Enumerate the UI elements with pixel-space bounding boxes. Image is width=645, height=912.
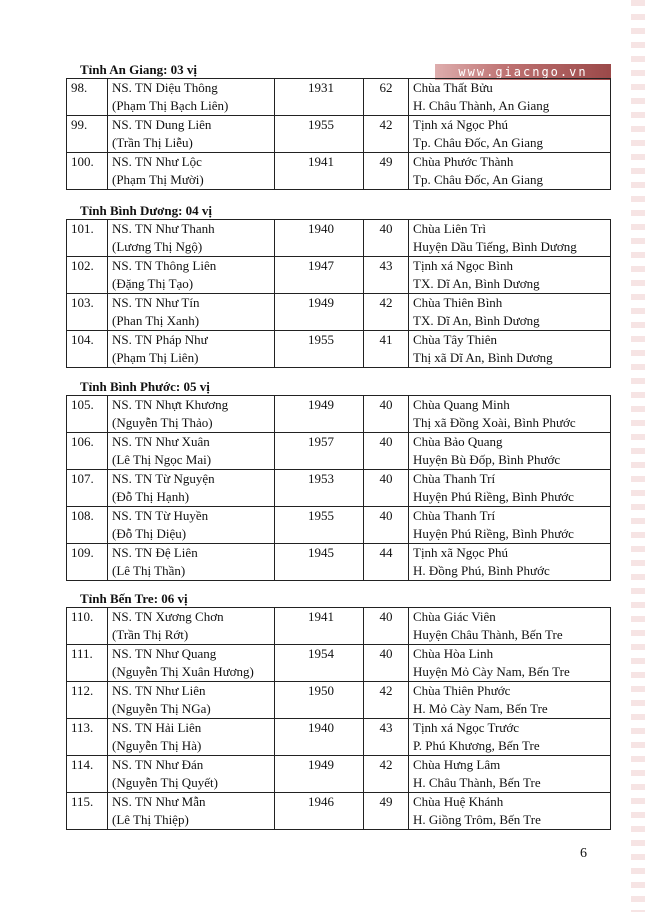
temple-name: Chùa Hưng Lâm [413,757,501,772]
age-value: 49 [379,794,393,809]
row-number: 99. [71,117,88,132]
table-cell [409,433,611,470]
birth-year: 1949 [308,757,334,772]
temple-address: P. Phú Khương, Bến Tre [413,738,540,753]
table-cell [364,544,409,581]
nun-name: NS. TN Như Quang [112,646,217,661]
row-number: 104. [71,332,94,347]
nun-name: NS. TN Thông Liên [112,258,217,273]
age-value: 49 [379,154,393,169]
lay-name: (Phạm Thị Mười) [112,172,204,187]
table-cell [409,544,611,581]
birth-year: 1940 [308,720,334,735]
records-table [66,607,611,830]
row-number: 98. [71,80,88,95]
page-edge-decoration [631,0,645,912]
birth-year: 1946 [308,794,334,809]
temple-name: Chùa Quang Minh [413,397,510,412]
watermark: www.giacngo.vn [435,64,611,80]
table-row [67,470,611,507]
table-cell [67,396,108,433]
table-cell [409,719,611,756]
table-cell [409,507,611,544]
table-cell [108,544,275,581]
province-section [66,591,611,830]
nun-name: NS. TN Hải Liên [112,720,202,735]
age-value: 41 [379,332,393,347]
table-cell [275,608,364,645]
table-row [67,544,611,581]
birth-year: 1947 [308,258,334,273]
age-value: 40 [379,609,393,624]
temple-address: H. Đồng Phú, Bình Phước [413,563,550,578]
age-value: 42 [379,295,393,310]
table-cell [364,257,409,294]
birth-year: 1941 [308,609,334,624]
row-number: 112. [71,683,94,698]
row-number: 113. [71,720,94,735]
temple-name: Tịnh xá Ngọc Phú [413,117,508,132]
table-cell [364,507,409,544]
table-cell [364,331,409,368]
table-cell [409,756,611,793]
table-cell [108,220,275,257]
table-cell [409,294,611,331]
table-cell [108,331,275,368]
temple-name: Chùa Thất Bửu [413,80,493,95]
lay-name: (Nguyễn Thị Quyết) [112,775,218,790]
age-value: 43 [379,720,393,735]
age-value: 40 [379,434,393,449]
row-number: 108. [71,508,94,523]
table-cell [108,153,275,190]
table-cell [364,116,409,153]
nun-name: NS. TN Từ Huyền [112,508,209,523]
nun-name: NS. TN Như Lộc [112,154,202,169]
table-cell [275,682,364,719]
nun-name: NS. TN Xương Chơn [112,609,224,624]
table-cell [409,682,611,719]
lay-name: (Nguyễn Thị Xuân Hương) [112,664,254,679]
nun-name: NS. TN Dung Liên [112,117,212,132]
lay-name: (Lương Thị Ngộ) [112,239,203,254]
table-cell [409,396,611,433]
temple-address: Tp. Châu Đốc, An Giang [413,172,543,187]
table-row [67,79,611,116]
nun-name: NS. TN Như Xuân [112,434,210,449]
table-cell [275,396,364,433]
age-value: 42 [379,117,393,132]
table-row [67,756,611,793]
nun-name: NS. TN Như Tín [112,295,200,310]
table-cell [275,793,364,830]
temple-name: Chùa Thiên Bình [413,295,503,310]
birth-year: 1950 [308,683,334,698]
table-cell [275,79,364,116]
table-cell [409,645,611,682]
table-cell [364,719,409,756]
temple-address: H. Châu Thành, Bến Tre [413,775,541,790]
lay-name: (Nguyễn Thị Thảo) [112,415,213,430]
table-cell [67,756,108,793]
birth-year: 1955 [308,117,334,132]
row-number: 107. [71,471,94,486]
table-cell [275,544,364,581]
table-cell [67,220,108,257]
temple-address: Huyện Phú Riềng, Bình Phước [413,489,574,504]
table-cell [364,294,409,331]
temple-address: Huyện Châu Thành, Bến Tre [413,627,563,642]
table-cell [409,79,611,116]
temple-address: Tp. Châu Đốc, An Giang [413,135,543,150]
table-cell [409,116,611,153]
table-row [67,793,611,830]
table-cell [364,608,409,645]
temple-name: Chùa Hòa Linh [413,646,494,661]
table-row [67,257,611,294]
lay-name: (Lê Thị Thần) [112,563,186,578]
table-row [67,433,611,470]
table-cell [275,153,364,190]
temple-name: Chùa Giác Viên [413,609,496,624]
nun-name: NS. TN Như Đán [112,757,204,772]
temple-address: Huyện Dầu Tiếng, Bình Dương [413,239,577,254]
birth-year: 1949 [308,397,334,412]
province-section [66,203,611,368]
table-cell [409,153,611,190]
table-row [67,719,611,756]
nun-name: NS. TN Diệu Thông [112,80,218,95]
table-cell [275,645,364,682]
table-row [67,645,611,682]
table-cell [108,470,275,507]
lay-name: (Đỗ Thị Hạnh) [112,489,190,504]
nun-name: NS. TN Nhựt Khương [112,397,229,412]
table-cell [108,645,275,682]
temple-name: Chùa Liên Trì [413,221,486,236]
row-number: 100. [71,154,94,169]
age-value: 43 [379,258,393,273]
records-table [66,78,611,190]
row-number: 106. [71,434,94,449]
table-cell [67,294,108,331]
table-cell [275,116,364,153]
table-cell [108,682,275,719]
birth-year: 1941 [308,154,334,169]
table-cell [364,470,409,507]
age-value: 62 [379,80,393,95]
row-number: 101. [71,221,94,236]
table-cell [67,433,108,470]
table-cell [67,470,108,507]
row-number: 105. [71,397,94,412]
table-cell [275,507,364,544]
temple-name: Chùa Thiên Phước [413,683,511,698]
lay-name: (Phan Thị Xanh) [112,313,200,328]
table-row [67,608,611,645]
birth-year: 1931 [308,80,334,95]
table-row [67,294,611,331]
lay-name: (Phạm Thị Bạch Liên) [112,98,229,113]
birth-year: 1955 [308,332,334,347]
table-row [67,396,611,433]
table-cell [275,470,364,507]
age-value: 42 [379,683,393,698]
section-title: Tỉnh Bình Dương: 04 vị [80,203,213,218]
birth-year: 1949 [308,295,334,310]
temple-name: Chùa Phước Thành [413,154,514,169]
table-cell [275,294,364,331]
birth-year: 1957 [308,434,334,449]
table-cell [409,470,611,507]
table-cell [108,793,275,830]
table-cell [108,116,275,153]
nun-name: NS. TN Đệ Liên [112,545,198,560]
table-cell [108,257,275,294]
table-cell [67,507,108,544]
age-value: 40 [379,646,393,661]
table-row [67,116,611,153]
table-cell [409,257,611,294]
table-row [67,220,611,257]
temple-name: Chùa Huệ Khánh [413,794,504,809]
temple-name: Chùa Bảo Quang [413,434,503,449]
table-cell [67,719,108,756]
table-row [67,682,611,719]
section-title: Tỉnh Bình Phước: 05 vị [80,379,210,394]
temple-address: Huyện Mỏ Cày Nam, Bến Tre [413,664,570,679]
table-cell [275,257,364,294]
table-cell [275,433,364,470]
table-cell [108,507,275,544]
table-cell [275,331,364,368]
table-cell [409,608,611,645]
table-cell [409,331,611,368]
lay-name: (Lê Thị Thiệp) [112,812,189,827]
table-cell [409,793,611,830]
temple-name: Tịnh xá Ngọc Bình [413,258,514,273]
lay-name: (Trần Thị Rớt) [112,627,189,642]
section-title: Tỉnh Bến Tre: 06 vị [80,591,188,606]
birth-year: 1954 [308,646,334,661]
temple-address: H. Châu Thành, An Giang [413,98,550,113]
lay-name: (Trần Thị Liễu) [112,135,193,150]
table-cell [67,257,108,294]
lay-name: (Lê Thị Ngọc Mai) [112,452,212,467]
temple-name: Chùa Thanh Trí [413,508,496,523]
records-table [66,219,611,368]
table-cell [108,719,275,756]
table-cell [108,79,275,116]
row-number: 102. [71,258,94,273]
table-cell [108,433,275,470]
temple-address: TX. Dĩ An, Bình Dương [413,276,540,291]
table-cell [108,294,275,331]
age-value: 40 [379,397,393,412]
table-cell [364,79,409,116]
lay-name: (Nguyễn Thị Hà) [112,738,202,753]
temple-address: TX. Dĩ An, Bình Dương [413,313,540,328]
nun-name: NS. TN Như Thanh [112,221,215,236]
nun-name: NS. TN Như Mẫn [112,794,206,809]
birth-year: 1945 [308,545,334,560]
row-number: 109. [71,545,94,560]
page-number: 6 [580,846,587,861]
table-cell [67,331,108,368]
table-cell [108,756,275,793]
table-row [67,507,611,544]
temple-name: Chùa Tây Thiên [413,332,498,347]
temple-address: Huyện Bù Đốp, Bình Phước [413,452,561,467]
table-cell [275,756,364,793]
nun-name: NS. TN Pháp Như [112,332,208,347]
temple-address: H. Giồng Trôm, Bến Tre [413,812,541,827]
lay-name: (Phạm Thị Liên) [112,350,199,365]
temple-address: Huyện Phú Riềng, Bình Phước [413,526,574,541]
table-cell [364,433,409,470]
table-cell [108,396,275,433]
table-cell [364,396,409,433]
table-cell [67,79,108,116]
table-cell [67,793,108,830]
row-number: 111. [71,646,93,661]
birth-year: 1953 [308,471,334,486]
temple-name: Chùa Thanh Trí [413,471,496,486]
table-cell [364,756,409,793]
lay-name: (Đặng Thị Tạo) [112,276,194,291]
age-value: 44 [379,545,393,560]
age-value: 40 [379,221,393,236]
table-cell [364,793,409,830]
table-cell [364,645,409,682]
province-section [66,62,611,190]
table-cell [409,220,611,257]
table-cell [364,220,409,257]
province-section [66,379,611,581]
temple-name: Tịnh xá Ngọc Trước [413,720,519,735]
lay-name: (Nguyễn Thị NGa) [112,701,211,716]
temple-name: Tịnh xã Ngọc Phú [413,545,508,560]
records-table [66,395,611,581]
table-cell [67,544,108,581]
row-number: 103. [71,295,94,310]
birth-year: 1940 [308,221,334,236]
row-number: 115. [71,794,94,809]
table-cell [67,682,108,719]
nun-name: NS. TN Như Liên [112,683,206,698]
temple-address: Thị xã Dĩ An, Bình Dương [413,350,553,365]
temple-address: H. Mỏ Cày Nam, Bến Tre [413,701,548,716]
table-cell [67,608,108,645]
age-value: 42 [379,757,393,772]
table-cell [364,682,409,719]
table-cell [275,220,364,257]
table-cell [364,153,409,190]
table-cell [108,608,275,645]
table-cell [67,116,108,153]
table-cell [67,153,108,190]
birth-year: 1955 [308,508,334,523]
row-number: 114. [71,757,94,772]
table-row [67,331,611,368]
table-row [67,153,611,190]
lay-name: (Đỗ Thị Diệu) [112,526,187,541]
row-number: 110. [71,609,94,624]
table-cell [275,719,364,756]
nun-name: NS. TN Từ Nguyện [112,471,215,486]
section-title: Tỉnh An Giang: 03 vị [80,62,198,77]
table-cell [67,645,108,682]
temple-address: Thị xã Đồng Xoài, Bình Phước [413,415,576,430]
age-value: 40 [379,471,393,486]
age-value: 40 [379,508,393,523]
